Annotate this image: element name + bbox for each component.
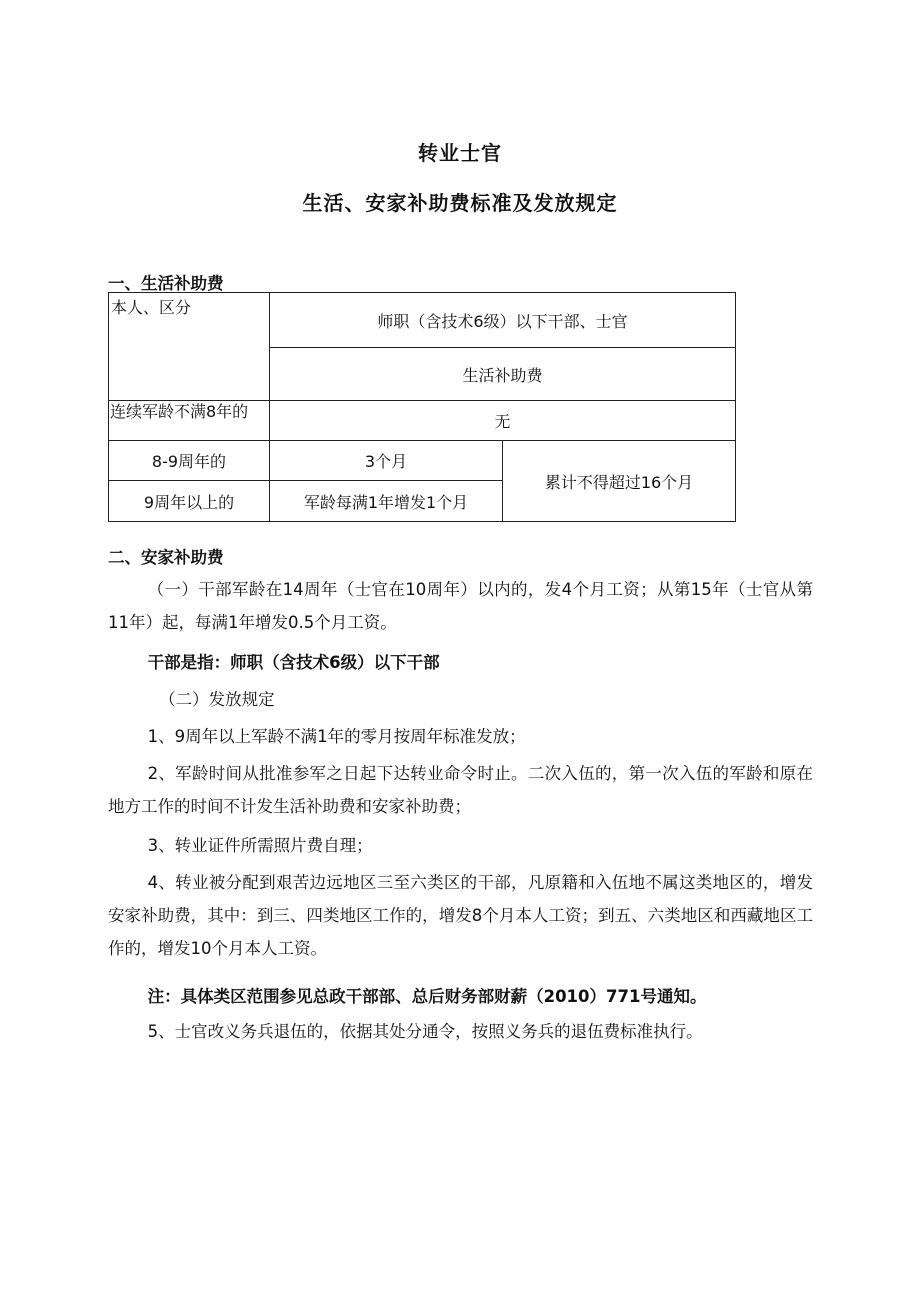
living-subsidy-table [108,292,736,522]
table-row [109,293,736,348]
rule-item-2: 2、军龄时间从批准参军之日起下达转业命令时止。二次入伍的，第一次入伍的军龄和原在地方工作的时间不计发生活补助费和安家补助费； [108,764,813,816]
section-heading-settling-subsidy: 二、安家补助费 [108,548,224,567]
table-header-cadre: 师职（含技术6级）以下干部、士官 [270,293,736,348]
table-row [109,441,736,481]
rule-item-3: 3、转业证件所需照片费自理； [147,836,373,855]
table-row-label: 9周年以上的 [109,481,270,522]
document-subtitle: 生活、安家补助费标准及发放规定 [302,191,618,215]
table-row [109,401,736,441]
paragraph-settling-rule: （一）干部军龄在14周年（士官在10周年）以内的，发4个月工资；从第15年（士官从第11年）起，每满1年增发0.5个月工资。 [108,580,813,632]
note-region-reference: 注：具体类区范围参见总政干部部、总后财务部财薪（2010）771号通知。 [147,987,707,1006]
table-row-label: 8-9周年的 [109,441,270,481]
table-corner-label: 本人、区分 [109,293,270,401]
table-cell-value: 军龄每满1年增发1个月 [270,481,503,522]
rule-item-1: 1、9周年以上军龄不满1年的零月按周年标准发放； [147,727,526,746]
rule-item-5: 5、士官改义务兵退伍的，依据其处分通令，按照义务兵的退伍费标准执行。 [147,1022,703,1041]
table-header-subsidy: 生活补助费 [270,348,736,401]
section-heading-living-subsidy: 一、生活补助费 [108,274,224,293]
table-cell-value: 无 [270,401,736,441]
table-cell-cap-note: 累计不得超过16个月 [503,441,736,522]
rule-item-4: 4、转业被分配到艰苦边远地区三至六类区的干部，凡原籍和入伍地不属这类地区的，增发安家补助费，其中：到三、四类地区工作的，增发8个月本人工资；到五、六类地区和西藏地区工作的，增发10个月本人工资。 [108,873,813,958]
sub-heading-distribution-rules: （二）发放规定 [159,690,275,709]
document-title: 转业士官 [418,141,502,165]
table-row-label: 连续军龄不满8年的 [109,401,270,441]
table-cell-value: 3个月 [270,441,503,481]
cadre-definition: 干部是指：师职（含技术6级）以下干部 [147,653,440,672]
